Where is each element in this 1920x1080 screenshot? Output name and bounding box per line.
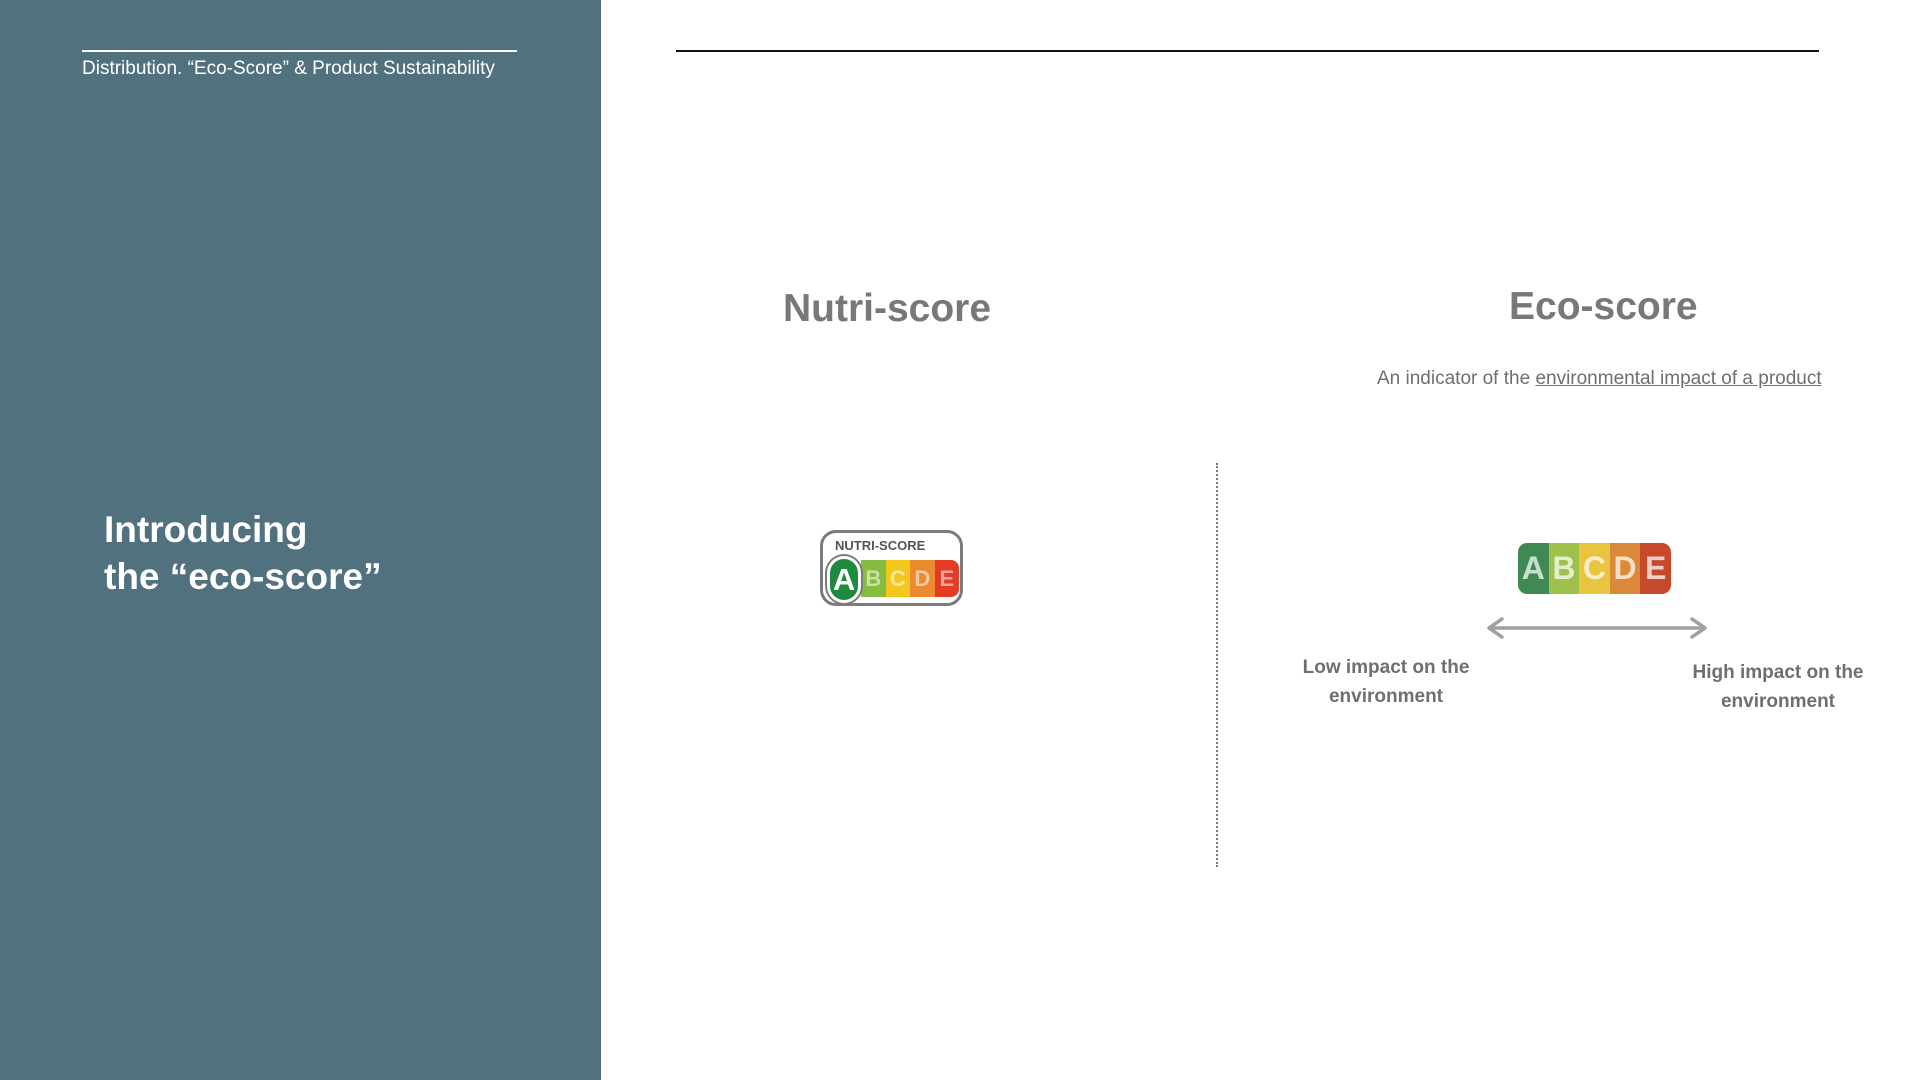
nutri-badge-title: NUTRI-SCORE <box>835 538 926 553</box>
eco-letter-e: E <box>1640 543 1671 594</box>
low-impact-label <box>1276 653 1496 711</box>
column-divider <box>1216 463 1218 867</box>
high-impact-line-2: environment <box>1720 691 1836 712</box>
eco-score-title: Eco-score <box>1509 285 1698 328</box>
nutri-letter-d: D <box>910 560 934 597</box>
headline-line-1: Introducing <box>104 509 308 550</box>
nutri-letter-b: B <box>861 560 885 597</box>
slide-headline <box>104 506 382 600</box>
eco-description-prefix: An indicator of the <box>1377 368 1536 389</box>
nutri-score-title: Nutri-score <box>783 287 992 330</box>
nutri-letter-e: E <box>935 560 959 597</box>
low-impact-line-1: Low impact on the <box>1302 657 1470 678</box>
headline-line-2: the “eco-score” <box>104 556 382 597</box>
eco-score-badge <box>1518 543 1671 594</box>
nutri-letter-c: C <box>886 560 910 597</box>
eco-letter-d: D <box>1610 543 1641 594</box>
impact-scale-arrow-icon <box>1484 615 1710 641</box>
section-divider <box>82 50 517 52</box>
eco-score-description <box>1377 368 1822 390</box>
eco-letter-c: C <box>1579 543 1610 594</box>
left-panel <box>0 0 601 1080</box>
top-divider <box>676 50 1819 52</box>
nutri-letter-a: A <box>827 556 861 603</box>
section-label: Distribution. “Eco-Score” & Product Sustainability <box>82 58 495 79</box>
low-impact-line-2: environment <box>1328 686 1444 707</box>
high-impact-line-1: High impact on the <box>1692 662 1864 683</box>
eco-letter-b: B <box>1549 543 1580 594</box>
eco-description-link: environmental impact of a product <box>1535 368 1822 389</box>
high-impact-label <box>1668 658 1888 716</box>
nutri-score-badge <box>820 530 963 606</box>
eco-letter-a: A <box>1518 543 1549 594</box>
nutri-letter-scale <box>827 560 959 597</box>
